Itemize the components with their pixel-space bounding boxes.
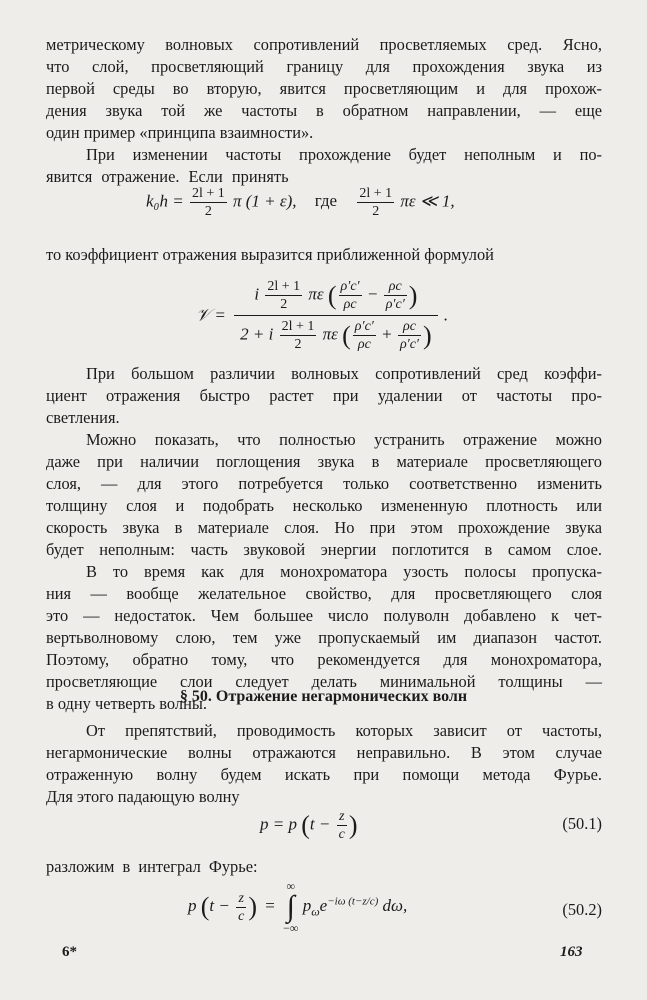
equation-number: (50.2) bbox=[562, 900, 602, 919]
text-line: будет неполным: часть звуковой энергии поглотится в самом слое. bbox=[46, 540, 602, 559]
text-line: светления. bbox=[46, 408, 120, 427]
text-line: это — недостаток. Чем большее число полуволн добавлено к чет- bbox=[46, 606, 602, 625]
text-line: в одну четверть волны. bbox=[46, 694, 207, 713]
equation-reflection-coefficient: 𝒱 = i $\frac{2l + 1}{2}$ πε ( $\frac{\rho'c'}{\rho c}$ − $\frac{\rho c}{\rho'c'}$ ) 2 + i $\frac{2l + 1}{2}$ πε ( $\frac{\rho'c'}{\rho c}$ + $\frac{\rho c}{\rho'c'}$ ) . bbox=[196, 276, 448, 355]
text-line: В то время как для монохроматора узость полосы пропуска- bbox=[86, 562, 602, 581]
text-line: слоя, — для этого потребуется только соответственно изменить bbox=[46, 474, 602, 493]
text-line: то коэффициент отражения выразится приближенной формулой bbox=[46, 245, 494, 264]
equation-50-1: p = p (t − $\frac{z}{c}$ ) bbox=[260, 809, 358, 842]
text-line: один пример «принципа взаимности». bbox=[46, 123, 314, 142]
text-line: даже при наличии поглощения звука в материале просветляющего bbox=[46, 452, 602, 471]
text-line: негармонические волны отражаются неправильно. В этом случае bbox=[46, 743, 602, 762]
text-line: отраженную волну будем искать при помощи метода Фурье. bbox=[46, 765, 602, 784]
text-line: первой среды во вторую, явится просветляющим и для прохож- bbox=[46, 79, 602, 98]
section-heading: § 50. Отражение негармонических волн bbox=[179, 688, 468, 705]
text-line: скорость звука в материале слоя. Но при этом прохождение звука bbox=[46, 518, 602, 537]
text-line: разложим в интеграл Фурье: bbox=[46, 857, 258, 876]
text-line: Можно показать, что полностью устранить отражение можно bbox=[86, 430, 602, 449]
text-line: От препятствий, проводимость которых зависит от частоты, bbox=[86, 721, 602, 740]
text-line: просветляющие слои следует делать минимальной толщины — bbox=[46, 672, 602, 691]
equation-50-2: p (t − $\frac{z}{c}$ ) = ∞ ∫ −∞ $p_\omega e^{-i\omega (t-z/c)}$ dω, bbox=[188, 879, 408, 935]
signature-mark: 6* bbox=[62, 944, 77, 960]
text-line: Для этого падающую волну bbox=[46, 787, 240, 806]
text-line: При изменении частоты прохождение будет неполным и по- bbox=[86, 145, 602, 164]
text-line: циент отражения быстро растет при удалении от частоты про- bbox=[46, 386, 602, 405]
equation-k0h: k₀h = $\frac{2l + 1}{2}$ π (1 + ε), где $\frac{2l + 1}{2}$ πε ≪ 1, bbox=[146, 186, 455, 219]
text-line: дения звука той же частоты в обратном направлении, — еще bbox=[46, 101, 602, 120]
text-line: толщину слоя и подобрать несколько измененную плотность или bbox=[46, 496, 602, 515]
text-line: ния — вообще желательное свойство, для просветляющего слоя bbox=[46, 584, 602, 603]
text-line: явится отражение. Если принять bbox=[46, 167, 289, 186]
equation-number: (50.1) bbox=[562, 814, 602, 833]
text-line: что слой, просветляющий границу для прохождения звука из bbox=[46, 57, 602, 76]
text-line: вертьволновому слою, тем уже пропускаемый им диапазон частот. bbox=[46, 628, 602, 647]
text-line: Поэтому, обратно тому, что рекомендуется для монохроматора, bbox=[46, 650, 602, 669]
text-line: При большом различии волновых сопротивлений сред коэффи- bbox=[86, 364, 602, 383]
text-line: метрическому волновых сопротивлений просветляемых сред. Ясно, bbox=[46, 35, 602, 54]
page-number: 163 bbox=[560, 944, 583, 960]
